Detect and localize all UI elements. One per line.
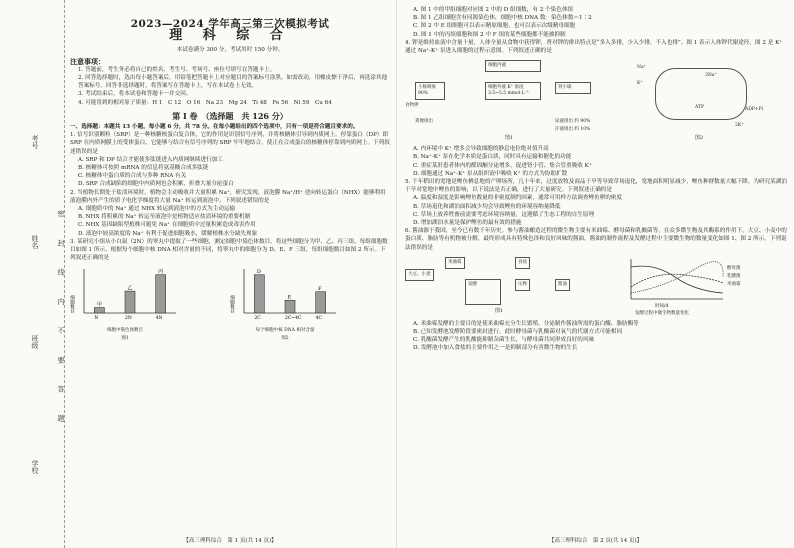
bar xyxy=(254,275,264,313)
figure-1-xlabel: 细胞中染色体数目 xyxy=(107,327,143,333)
note-item: 2. 回答选择题时，选出每小题答案后，用铅笔把答题卡上对应题目的答案标号涂黑。如需改动，用橡皮擦干净后，再选涂其他答案标号。回答非选择题时，将答案写在答题卡上。写在本试卷上无效。 xyxy=(78,75,388,90)
page-right xyxy=(397,0,794,548)
q4-option-c: C. 重症某肝患者体内的醛固酮分泌增多，促进肾小管、集合管重吸收 K⁺ xyxy=(413,162,592,169)
q3-option-b: B. 图 1 乙组细胞含有同源染色体，细胞中核 DNA 数：染色体数＝1∶2 xyxy=(413,15,592,22)
sweat-label: 汗液排出 约 10% xyxy=(555,127,591,133)
fig-left-caption: 图1 xyxy=(505,135,514,142)
figure-2-caption: 图2 xyxy=(281,335,289,341)
seal-line-text: 密 封 线 内 不 要 答 题 xyxy=(57,210,65,432)
k-label: K⁺ xyxy=(637,81,643,87)
legend-item: 乳酸菌 xyxy=(727,273,741,279)
q5-option-a: A. 温度和湿度是影响鲤鱼数量的非密度制约因素，通常可用样方法调查鲤鱼卵的密度 xyxy=(413,195,622,202)
food-k-label: 食物钾 xyxy=(405,103,419,109)
bar-label: E xyxy=(287,295,292,302)
section-title: 第 Ⅰ 卷 （选择题 共 126 分） xyxy=(172,110,288,121)
q6-stem: 6. 酱油源于我国，至今已有数千年历史。参与酱油酿造过程的微生物主要有米曲霉、酵母菌和乳酸菌等，在众多微生物及其酶系的作用下，大豆、小麦中的蛋白质、脂肪等有机物被分解，最终形成具有特殊色泽和良好风味的酱油。酱油的制作流程及发酵过程中主要微生物的数量变化如图 1、图 2 所示。下列说法错误的是 xyxy=(405,228,787,251)
q5-option-b: B. 草场退化和湖泊面积减少均会导致鲤鱼的环境容纳量降低 xyxy=(413,203,561,210)
process-step: 酱油 xyxy=(555,279,570,291)
exam-note: 本试卷满分 300 分，考试用时 150 分钟。 xyxy=(176,47,284,54)
q6-option-c: C. 乳酸菌发酵产生的乳酸能抑制杂菌生长，与酵母菌共同形成良好的风味 xyxy=(413,337,595,344)
ecf-box: 细胞外液 K⁺ 浓度 3.5~5.5 mmol·L⁻¹ xyxy=(485,82,541,100)
process-step: 发酵 xyxy=(465,279,501,305)
q6-option-b: B. 已知发酵池发酵阶段要密封进行，此时酵母菌与乳酸菌对氧气的代谢方式可能相同 xyxy=(413,329,623,336)
q1-option-b: B. 核糖体可按照 mRNA 的信息将氨基酸合成多肽链 xyxy=(78,165,209,172)
process-step: 压榨 xyxy=(515,279,530,291)
tick-label: 4C xyxy=(315,316,322,322)
class-label: 班级 xyxy=(31,335,39,349)
q1-option-c: C. 核糖体中蛋白质的合成与多种 RNA 有关 xyxy=(78,173,187,180)
note-item: 4. 可能用到的相对原子质量：H 1 C 12 O 16 Na 23 Mg 24 Ti 48 Fe 56 Ni 59 Cu 64 xyxy=(78,99,332,106)
tick-label: 2C xyxy=(254,316,261,322)
y-axis-label: 细胞数目 xyxy=(230,295,235,314)
q4-option-a: A. 内环境中 K⁺ 增多会导致细胞的静息电位绝对值升高 xyxy=(413,146,549,153)
soy-sauce-process-diagram xyxy=(405,255,605,317)
intestine-box: 小肠吸收 90% xyxy=(415,82,445,100)
figure-2-xlabel: 每个细胞中核 DNA 相对含量 xyxy=(255,327,315,333)
q2-option-b: B. NHX 将积累的 Na⁺ 转运至液泡中是植物适应盐渍环境的重要机制 xyxy=(78,214,251,221)
y-axis-label: 细胞数目 xyxy=(70,295,75,314)
fig4-caption: 发酵过程中微生物数量变化 xyxy=(635,310,689,316)
q5-stem: 5. 千年稻田的宽地是鲤鱼栖息地的产卵场所，几十年来，过度放牧及商品干旱等导致草场退化，宽地面积明显减少，鲤鱼种群数量大幅下降。为研究某湖泊干旱对宽地中鲤鱼的影响，以下说法是否正确，进行了大量研究。下列叙述正确的是 xyxy=(405,179,787,194)
bar xyxy=(94,308,104,313)
figure-1-chart xyxy=(70,265,180,323)
subject-title: 理 科 综 合 xyxy=(169,28,291,44)
bar xyxy=(125,292,135,314)
atp-label: ATP xyxy=(695,105,705,111)
bar-label: F xyxy=(318,286,322,293)
process-step: 大豆、小麦 xyxy=(405,269,434,281)
q1-option-a: A. SRP 和 DP 结合才能使多肽链进入内质网继续进行加工 xyxy=(78,156,223,163)
tick-label: 2C~4C xyxy=(285,316,302,322)
notes-heading: 注意事项： xyxy=(70,56,105,66)
bar xyxy=(156,275,166,313)
q3-option-a: A. 图 1 中的甲组细胞对应图 2 中的 D 组细数，有 2 个染色体组 xyxy=(413,7,574,13)
tick-label: N xyxy=(94,316,99,322)
fig3-caption: 图1 xyxy=(495,307,504,314)
potassium-pathway-diagram xyxy=(405,58,625,142)
feces-label: 粪便排出 xyxy=(415,119,433,125)
q2-option-a: A. 细胞质中的 Na⁺ 通过 NHX 转运到液泡中的方式为主动运输 xyxy=(78,206,236,213)
binding-margin xyxy=(0,0,65,548)
legend-item: 酵母菌 xyxy=(727,265,741,271)
icf-box: 细胞内液 xyxy=(485,60,541,72)
tick-label: 2N xyxy=(125,316,132,322)
adp-label: ADP+Pi xyxy=(745,107,764,113)
fig-right-caption: 图2 xyxy=(695,135,704,142)
figure-2 xyxy=(230,265,340,343)
fig4-xlabel: 时间/d xyxy=(655,303,669,309)
q2-option-d: D. 液泡中较高浓度的 Na⁺ 有利于促进细胞吸水，缓解植株水分缺失现象 xyxy=(78,230,258,237)
q4-stem: 4. 钾是维持血液中含量十量，人体全量从食物中获得钾，肾对钾的排出特点是“多入多排，少入少排，不入也排”。图 1 表示人体钾代谢途径，图 2 是 K⁺ 通过 Na⁺-K⁺ 泵进入细胞的过程示意图。下列叙述正确的是 xyxy=(405,39,783,55)
q5-option-c: C. 草场上放养牲畜前需要考虑环境容纳量，这遵循了生态工程的自生原理 xyxy=(413,211,595,218)
right-content xyxy=(405,6,789,353)
bar-label: 乙 xyxy=(127,286,133,293)
q1-stem: 1. 信号识别颗粒（SRP）是一种核糖核蛋白复合体，它的作用是识别信号序列，并将核糖体引导到内质网上。停靠蛋白（DP）即 SRP 在内质网膜上的受体蛋白，它能够与结合有信号序列的 SRP 牢牢地结合，使正在合成蛋白的核糖体停靠到内质网上。下列叙述错误的是 xyxy=(70,132,390,155)
q3-option-c: C. 图 2 中 E 组细胞可以表示精原细胞，也可以表示次级精母细胞 xyxy=(413,23,576,30)
q6-option-d: D. 发酵池中加入食盐的主要作用之一是抑制部分有害微生物的生长 xyxy=(413,345,578,352)
note-item: 1. 答题前，考生务必将自己的姓名、考生号、考场号、座位号填写在答题卡上。 xyxy=(78,66,276,73)
q3-figures xyxy=(70,265,390,343)
q6-figures xyxy=(405,255,789,317)
figure-1-caption: 图1 xyxy=(121,335,129,341)
note-item: 3. 考试结束后，将本试卷和答题卡一并交回。 xyxy=(78,91,192,98)
figure-1 xyxy=(70,265,180,343)
left-content xyxy=(70,6,390,346)
bar xyxy=(285,301,295,314)
q3-stem: 3. 某研究小组从小白鼠（2N）的睾丸中提取了一些细胞，测定细胞中染色体数目，将这些细胞分为甲、乙、丙三组，每组细胞数目如图 1 所示。根据每个细胞中核 DNA 相对含量的不同，将睾丸中的细胞分为 D、E、F 三组，每组细胞数目如图 2 所示。下列叙述正确的是 xyxy=(70,238,388,262)
q2-stem: 2. 当植物长期处于盐渍环境时，植物会主动吸收并大量积累 Na⁺，研究发现，液泡膜 Na⁺/H⁺ 逆向转运蛋白（NHX）能够利用液泡膜内外产生的质子电化学梯度将大量 Na⁺ 转运到液泡中。下列叙述错误的是 xyxy=(70,189,386,204)
bar-label: D xyxy=(256,269,261,276)
bar-label: 甲 xyxy=(96,302,102,309)
q1-option-d: D. SRP 合成缺陷的细胞中内质网也会积累、折叠大量分泌蛋白 xyxy=(78,181,234,188)
bar-label: 丙 xyxy=(158,269,164,276)
school-label: 学校 xyxy=(31,460,39,474)
q4-option-b: B. Na⁺-K⁺ 泵在化学本质是蛋白质，同时具有运输和催化的功能 xyxy=(413,154,572,161)
page-footer-right: 【高三理科综合 第 2 页(共 14 页)】 xyxy=(548,538,643,544)
legend-item: 米曲霉 xyxy=(727,281,741,287)
process-step: 食盐 xyxy=(515,257,530,269)
section-instructions: 一、选择题：本题共 13 小题，每小题 6 分，共 78 分。在每小题给出的四个选项中，只有一项是符合题目要求的。 xyxy=(70,124,359,131)
exam-title: 2023—2024 学年高三第三次模拟考试 xyxy=(130,18,330,30)
three-na-label: 3Na⁺ xyxy=(705,73,717,79)
q6-option-a: A. 米曲霉发酵的主要目的是使米曲霉充分生长繁殖，分泌制作酱油所需的蛋白酶、脂肪酶等 xyxy=(413,320,639,327)
process-step: 米曲霉 xyxy=(445,257,465,269)
q5-option-d: D. 增加湖泊水量是保护鲤鱼的最有效的措施 xyxy=(413,220,522,227)
q3-option-d: D. 图 1 中的丙组细胞和图 2 中 F 组的某些细胞都不能被抑制 xyxy=(413,31,566,38)
microbe-count-svg xyxy=(625,257,725,303)
page-footer-left: 【高三理科综合 第 1 页(共 14 页)】 xyxy=(183,538,277,544)
glomerulus-box: 肾小球 xyxy=(555,82,591,94)
name-label: 姓名 xyxy=(31,235,39,249)
bar xyxy=(316,292,326,313)
urine-label: 尿液排出 约 90% xyxy=(555,119,591,125)
tick-label: 4N xyxy=(155,316,163,322)
na-label: Na⁺ xyxy=(637,65,646,71)
q4-option-d: D. 细胞通过 Na⁺-K⁺ 泵从组织液中吸收 K⁺ 的方式为协助扩散 xyxy=(413,170,568,177)
exam-no-label: 考号 xyxy=(31,135,39,149)
figure-2-chart xyxy=(230,265,340,323)
microbe-count-chart xyxy=(615,255,765,317)
q2-option-c: C. NHX 基因缺陷型植株可避免 Na⁺ 在细胞质中过量积累造成毒害作用 xyxy=(78,222,256,229)
na-k-pump-diagram xyxy=(635,58,775,142)
two-k-label: 2K⁺ xyxy=(735,123,744,129)
q4-figures xyxy=(405,58,789,142)
